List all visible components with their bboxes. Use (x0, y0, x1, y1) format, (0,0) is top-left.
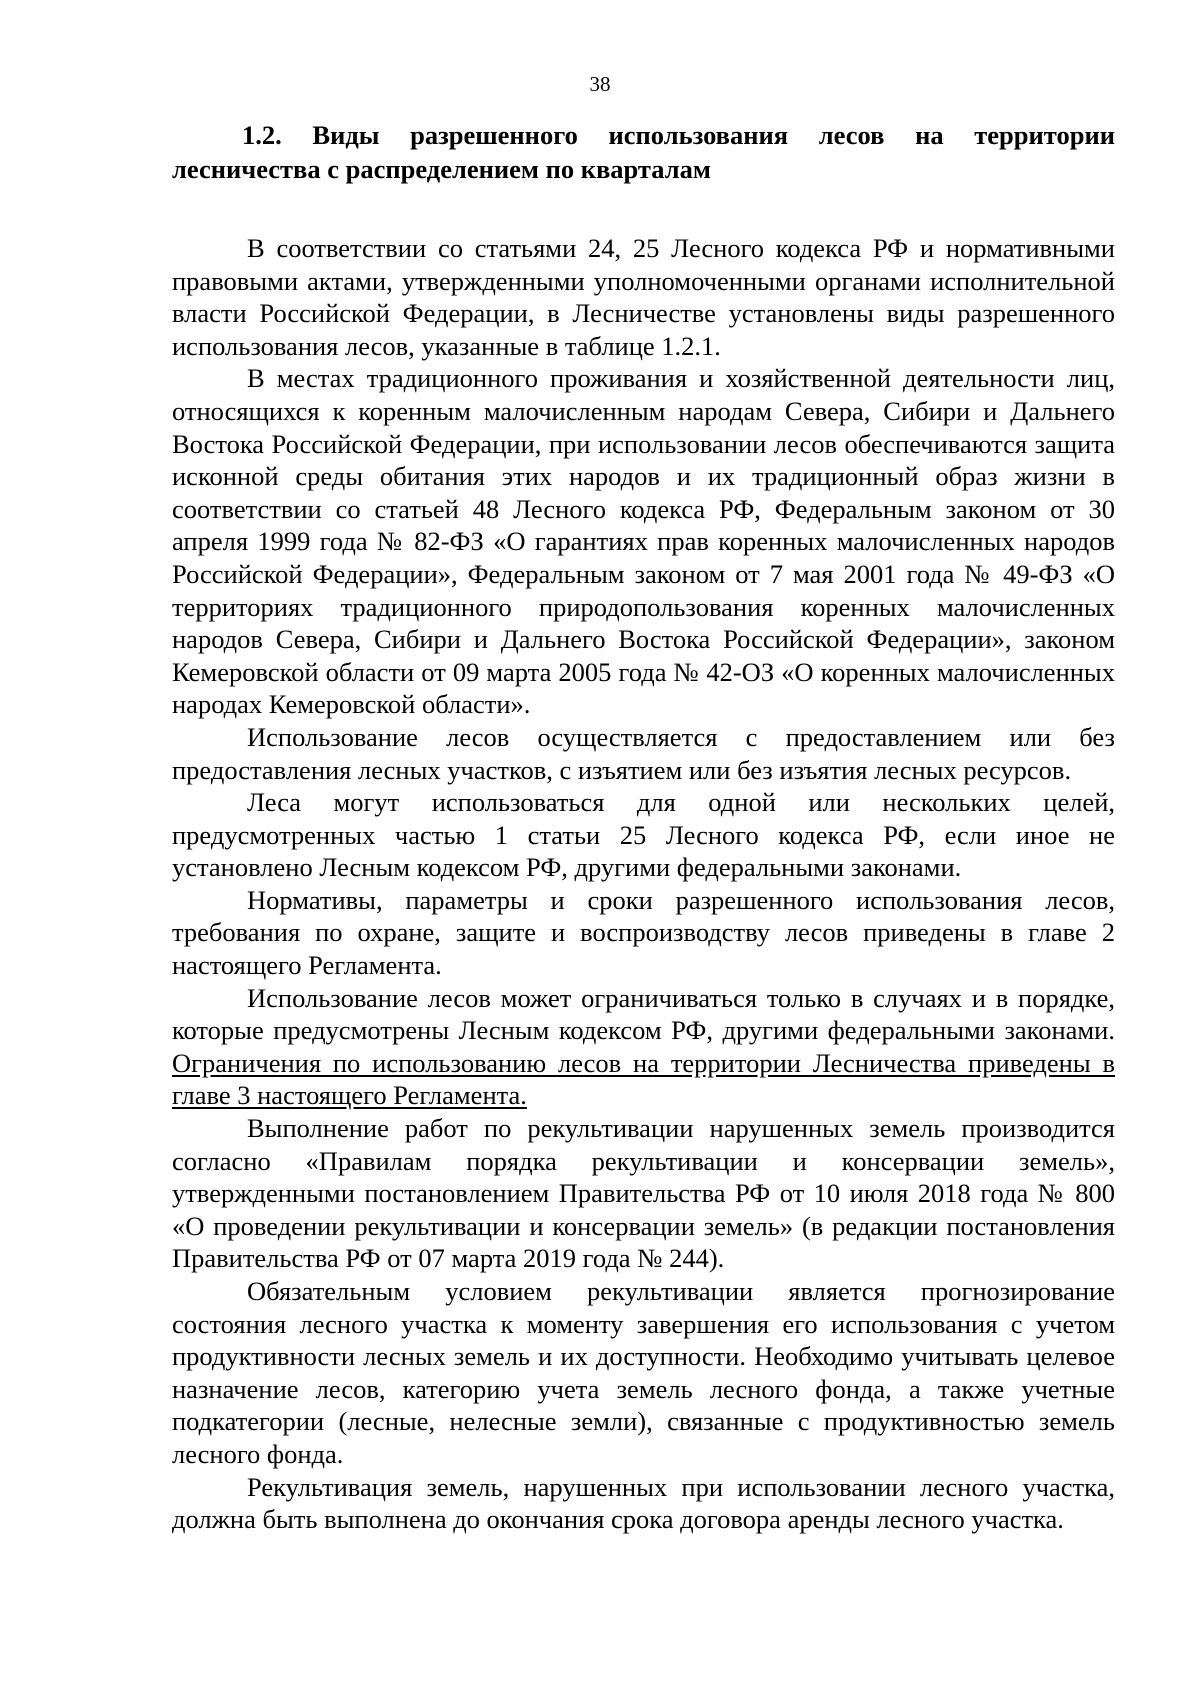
heading-spacer (172, 186, 1115, 232)
paragraph-land-provision: Использование лесов осуществляется с предоставлением или без предоставления лесных участков, с изъятием или без изъятия лесных ресурсов. (172, 721, 1115, 785)
paragraph-reclamation-condition: Обязательным условием рекультивации является прогнозирование состояния лесного участка к моменту завершения его использования с учетом продуктивности лесных земель и их доступности. Необходимо учитывать целевое назначение лесов, категорию учета земель лесного фонда, а также учетные подкатегории (лесные, нелесные земли), связанные с продуктивностью земель лесного фонда. (172, 1276, 1115, 1469)
paragraph-reclamation-deadline: Рекультивация земель, нарушенных при использовании лесного участка, должна быть выполнена до окончания срока договора аренды лесного участка. (172, 1471, 1115, 1535)
paragraph-reclamation-rules: Выполнение работ по рекультивации нарушенных земель производится согласно «Правилам порядка рекультивации и консервации земель», утвержденными постановлением Правительства РФ от 10 июля 2018 года № 800 «О проведении рекультивации и консервации земель» (в редакции постановления Правительства РФ от 07 марта 2019 года № 244). (172, 1113, 1115, 1274)
paragraph-indigenous-peoples: В местах традиционного проживания и хозяйственной деятельности лиц, относящихся к коренным малочисленным народам Севера, Сибири и Дальнего Востока Российской Федерации, при использовании лесов обеспечиваются защита исконной среды обитания этих народов и их традиционный образ жизни в соответствии со статьей 48 Лесного кодекса РФ, Федеральным законом от 30 апреля 1999 года № 82-ФЗ «О гарантиях прав коренных малочисленных народов Российской Федерации», Федеральным законом от 7 мая 2001 года № 49-ФЗ «О территориях традиционного природопользования коренных малочисленных народов Севера, Сибири и Дальнего Востока Российской Федерации», законом Кемеровской области от 09 марта 2005 года № 42-ОЗ «О коренных малочисленных народах Кемеровской области». (172, 363, 1115, 720)
paragraph-restrictions (172, 982, 1115, 1112)
restrictions-reference: Ограничения по использованию лесов на территории Лесничества приведены в главе 3 настоящего Регламента. (172, 1047, 1115, 1111)
page-content (172, 118, 1115, 1536)
restrictions-text: Использование лесов может ограничиваться только в случаях и в порядке, которые предусмотрены Лесным кодексом РФ, другими федеральными законами. (172, 982, 1115, 1046)
page-number: 38 (589, 72, 611, 96)
paragraph-permitted-uses: В соответствии со статьями 24, 25 Лесного кодекса РФ и нормативными правовыми актами, утвержденными уполномоченными органами исполнительной власти Российской Федерации, в Лесничестве установлены виды разрешенного использования лесов, указанные в таблице 1.2.1. (172, 233, 1115, 361)
section-heading: 1.2. Виды разрешенного использования лесов на территории лесничества с распределением по кварталам (172, 120, 1115, 184)
paragraph-purposes: Леса могут использоваться для одной или нескольких целей, предусмотренных частью 1 статьи 25 Лесного кодекса РФ, если иное не установлено Лесным кодексом РФ, другими федеральными законами. (172, 787, 1115, 883)
paragraph-norms: Нормативы, параметры и сроки разрешенного использования лесов, требования по охране, защите и воспроизводству лесов приведены в главе 2 настоящего Регламента. (172, 884, 1115, 981)
